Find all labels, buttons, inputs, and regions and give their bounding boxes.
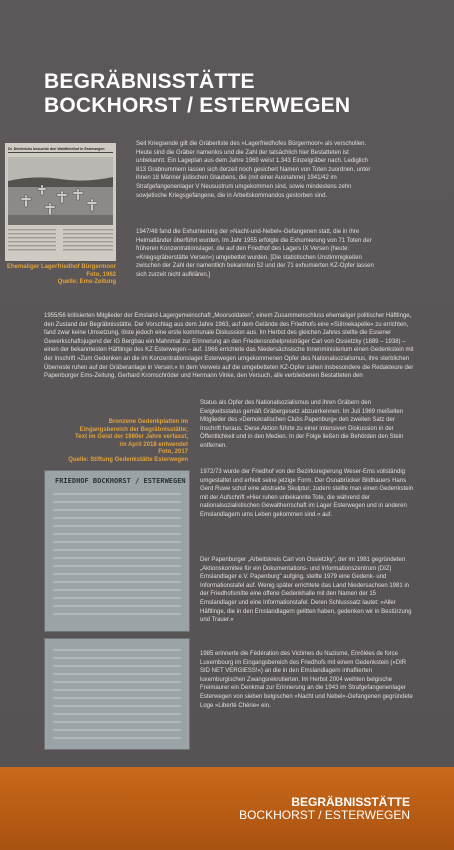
paragraph-6: 1985 erinnerte die Fédération des Victimes du Nazisme, Enrôlées de force Luxembourg im Eingangsbereich des Friedhofs mit einem Gedenkstein (»DIR SID NET VERGIESS!«) an die in den Emslandlagern inhaftierten luxemburgischen Zwangsrekrutierten. Im Herbst 2004 weihten belgische Freimaurer ein Denkmal zur Erinnerung an die 1943 im Strafgefangenenlager Esterwegen von sieben belgischen »Nacht und Nebel«-Gefangenen gegründete Loge »Liberté Chérie« ein. bbox=[200, 651, 413, 709]
footer-title-line2: BOCKHORST / ESTERWEGEN bbox=[239, 808, 410, 822]
paragraph-4: 1972/73 wurde der Friedhof von der Bezirksregierung Weser-Ems vollständig umgestaltet und erhielt seine jetzige Form. Der Osnabrücker Bildhauers Hans Gerd Ruwe schuf eine abstrakte Skulptur; zudem stellte man einen Gedenkstein mit der Aufschrift »Hier ruhen unbekannte Tote, die während der nationalsozialistischen Gewaltherrschaft im Lager Esterwegen und in anderen Emslandlagern ums Leben gekommen sind.« auf. bbox=[200, 469, 414, 518]
newspaper-headline: Dr. Diederichs besuchte den Waldfriedhof in Esterwegen bbox=[8, 147, 113, 153]
paragraph-2: 1947/48 fand die Exhumierung der »Nacht-und-Nebel«-Gefangenen statt, die in ihre Heimatländer überführt wurden. Im Jahr 1955 erfolgte die Exhumierung von 71 Toten der früheren Konzentrationslager, die auf den Friedhof des Lagers IX Versen (heute: »Kriegsgräberstätte Versen«) umgebettet wurden. [Die statistischen Unstimmigkeiten zwischen der Zahl der namentlich bekannten 52 und der 71 exhumierten KZ-Opfer lassen sich zurzeit nicht aufklären.] bbox=[136, 229, 374, 278]
page-title-line1: BEGRÄBNISSTÄTTE bbox=[44, 70, 255, 93]
bronze-plaque-lower bbox=[44, 638, 190, 750]
paragraph-3-continued: Status als Opfer des Nationalsozialismus und ihren Gräbern den Ewigkeitsstatus gemäß Gräbergesetz abzuerkennen. Im Juli 1969 meißelten Mitglieder des »Demokratischen Clubs Papenburg« den zweiten Satz der Inschrift heraus. Diese Aktion führte zu einer intensiven Diskussion in der Öffentlichkeit und in den Medien. In der Folge ließen die Behörden den Stein entfernen. bbox=[200, 400, 404, 449]
page-title bbox=[44, 70, 350, 118]
paragraph-3: 1955/56 kritisierten Mitglieder der Emsland-Lagergemeinschaft „Moorsoldaten", einem Zusammenschluss ehemaliger politischer Häftlinge, den Zustand der Begräbnisstätte. Der Vorschlag aus dem Jahre 1963, auf dem Gelände des Friedhofs eine »Sühnekapelle« zu errichten, fand zwar keine Umsetzung, löste jedoch eine erste kommunale Diskussion aus. Im Herbst des gleichen Jahres stellte die Essener Gewerkschaftsjugend der IG Bergbau ein Mahnmal zur Erinnerung an den Friedensnobelpreisträger Carl von Ossietzky (1889 – 1938) – einen der bekanntesten Häftlinge des KZ Esterwegen – auf. 1966 errichtete das Niedersächsische Innenministerium einen Gedenkstein mit der Inschrift »Zum Gedenken an die im Konzentrationslager Esterwegen umgekommenen Opfer des Nationalsozialismus, ihre sterblichen Überreste ruhen auf der Gräberanlage in Versen.« In dem Verweis auf die umgebetteten KZ-Opfer sahen insbesondere die Redakteure der Papenburger Ems-Zeitung, Gerhard Kromschröder und Hermann Vinke, den Versuch, alle verbliebenen Bestatteten den bbox=[44, 313, 414, 380]
bronze-plaque-upper bbox=[44, 470, 190, 632]
footer-band bbox=[0, 767, 454, 850]
paragraph-5: Der Papenburger „Arbeitskreis Carl von Ossietzky", der im 1981 gegründeten „Aktionskomitee für ein Dokumentations- und Informationszentrum (DIZ) Emslandlager e.V. Papenburg" aufging, stellte 1979 eine Gedenk- und Informationstafel auf. Wenig später errichtete das Land Niedersachsen 1981 in der Friedhofsmitte eine offene Gedenkhalle mit den Namen der 15 Emslandlager und eine Informationstafel. Deren Schlusssatz lautet: »Aller Häftlinge, die in den Emslandlagern gelitten haben, gedenken wir in Bestürzung und Trauer.« bbox=[200, 557, 412, 624]
plaque-title: FRIEDHOF BOCKHORST / ESTERWEGEN bbox=[55, 477, 186, 485]
photo2-caption: Bronzene Gedenkplatten im Eingangsbereich der Begräbnisstätte; Text im Geist der 1980er Jahre verfasst, im April 2018 entwendet Foto, 2017 Quelle: Stiftung Gedenkstätte Esterwegen bbox=[68, 419, 188, 463]
footer-title-line1: BEGRÄBNISSTÄTTE bbox=[291, 795, 410, 809]
photo1-caption: Ehemaliger Lagerfriedhof Bürgermoor Foto, 1962 Quelle: Ems-Zeitung bbox=[6, 264, 116, 286]
cemetery-image bbox=[5, 157, 116, 261]
newspaper-photo bbox=[5, 143, 116, 261]
page-title-line2: BOCKHORST / ESTERWEGEN bbox=[44, 94, 351, 117]
paragraph-1: Seit Kriegsende gilt die Gräberliste des »Lagerfriedhofes Bürgermoor« als verschollen. Heute sind die Gräber namenlos und die Zahl der tatsächlich hier Bestatteten ist unbekannt. Ein Lageplan aus dem Jahre 1969 weist 1.343 Einzelgräber nach. Lediglich 813 Grabnummern lassen sich derzeit noch gesichert Namen von Toten zuordnen, unter ihnen 18 Männer jüdischen Glaubens, die (mit einer Ausnahme) 1941/42 im Strafgefangenenlager V Neusustrum umgekommen sind, sowie mindestens zehn sowjetische Kriegsgefangene, die in Arbeitskommandos gestorben sind. bbox=[136, 141, 371, 199]
